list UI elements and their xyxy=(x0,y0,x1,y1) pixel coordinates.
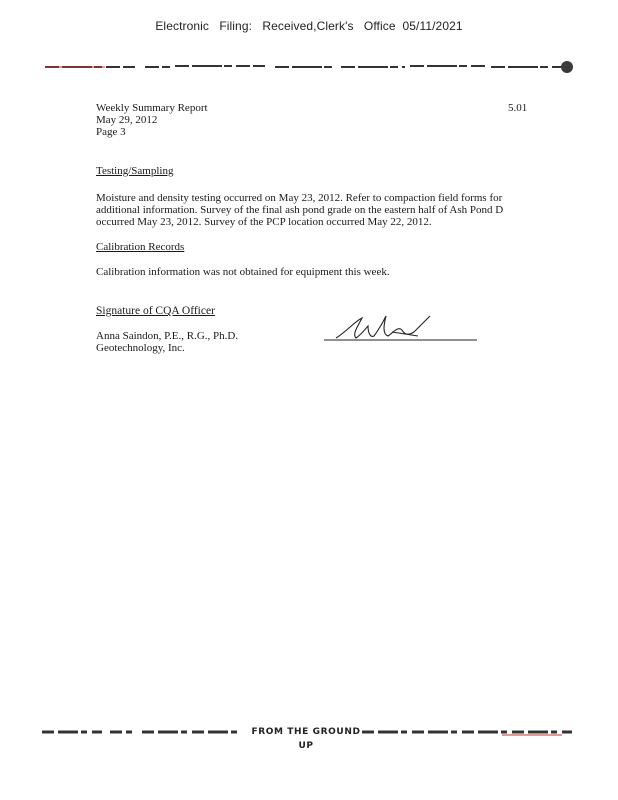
testing-heading: Testing/Sampling xyxy=(96,165,174,177)
officer-block xyxy=(96,330,238,354)
header-rule xyxy=(45,62,563,72)
testing-paragraph xyxy=(96,192,516,228)
seal-icon xyxy=(561,61,573,73)
officer-company: Geotechnology, Inc. xyxy=(96,342,185,354)
calibration-heading: Calibration Records xyxy=(96,241,185,253)
report-page: Page 3 xyxy=(96,126,126,138)
filing-stamp: Electronic Filing: Received,Clerk's Office 05/11/2021 xyxy=(155,19,463,33)
testing-line: occurred May 23, 2012. Survey of the PCP location occurred May 22, 2012. xyxy=(96,216,432,228)
report-header xyxy=(96,102,208,138)
signature-heading: Signature of CQA Officer xyxy=(96,305,215,317)
section-number: 5.01 xyxy=(508,102,528,114)
officer-name: Anna Saindon, P.E., R.G., Ph.D. xyxy=(96,330,239,342)
report-date: May 29, 2012 xyxy=(96,114,158,126)
handwritten-signature xyxy=(322,312,482,346)
calibration-text: Calibration information was not obtained for equipment this week. xyxy=(96,266,390,278)
testing-line: additional information. Survey of the final ash pond grade on the eastern half of Ash Pond D xyxy=(96,204,504,216)
report-title: Weekly Summary Report xyxy=(96,102,208,114)
footer-tagline: FROM THE GROUND UP xyxy=(251,727,361,751)
testing-line: Moisture and density testing occurred on May 23, 2012. Refer to compaction field forms for xyxy=(96,192,503,204)
